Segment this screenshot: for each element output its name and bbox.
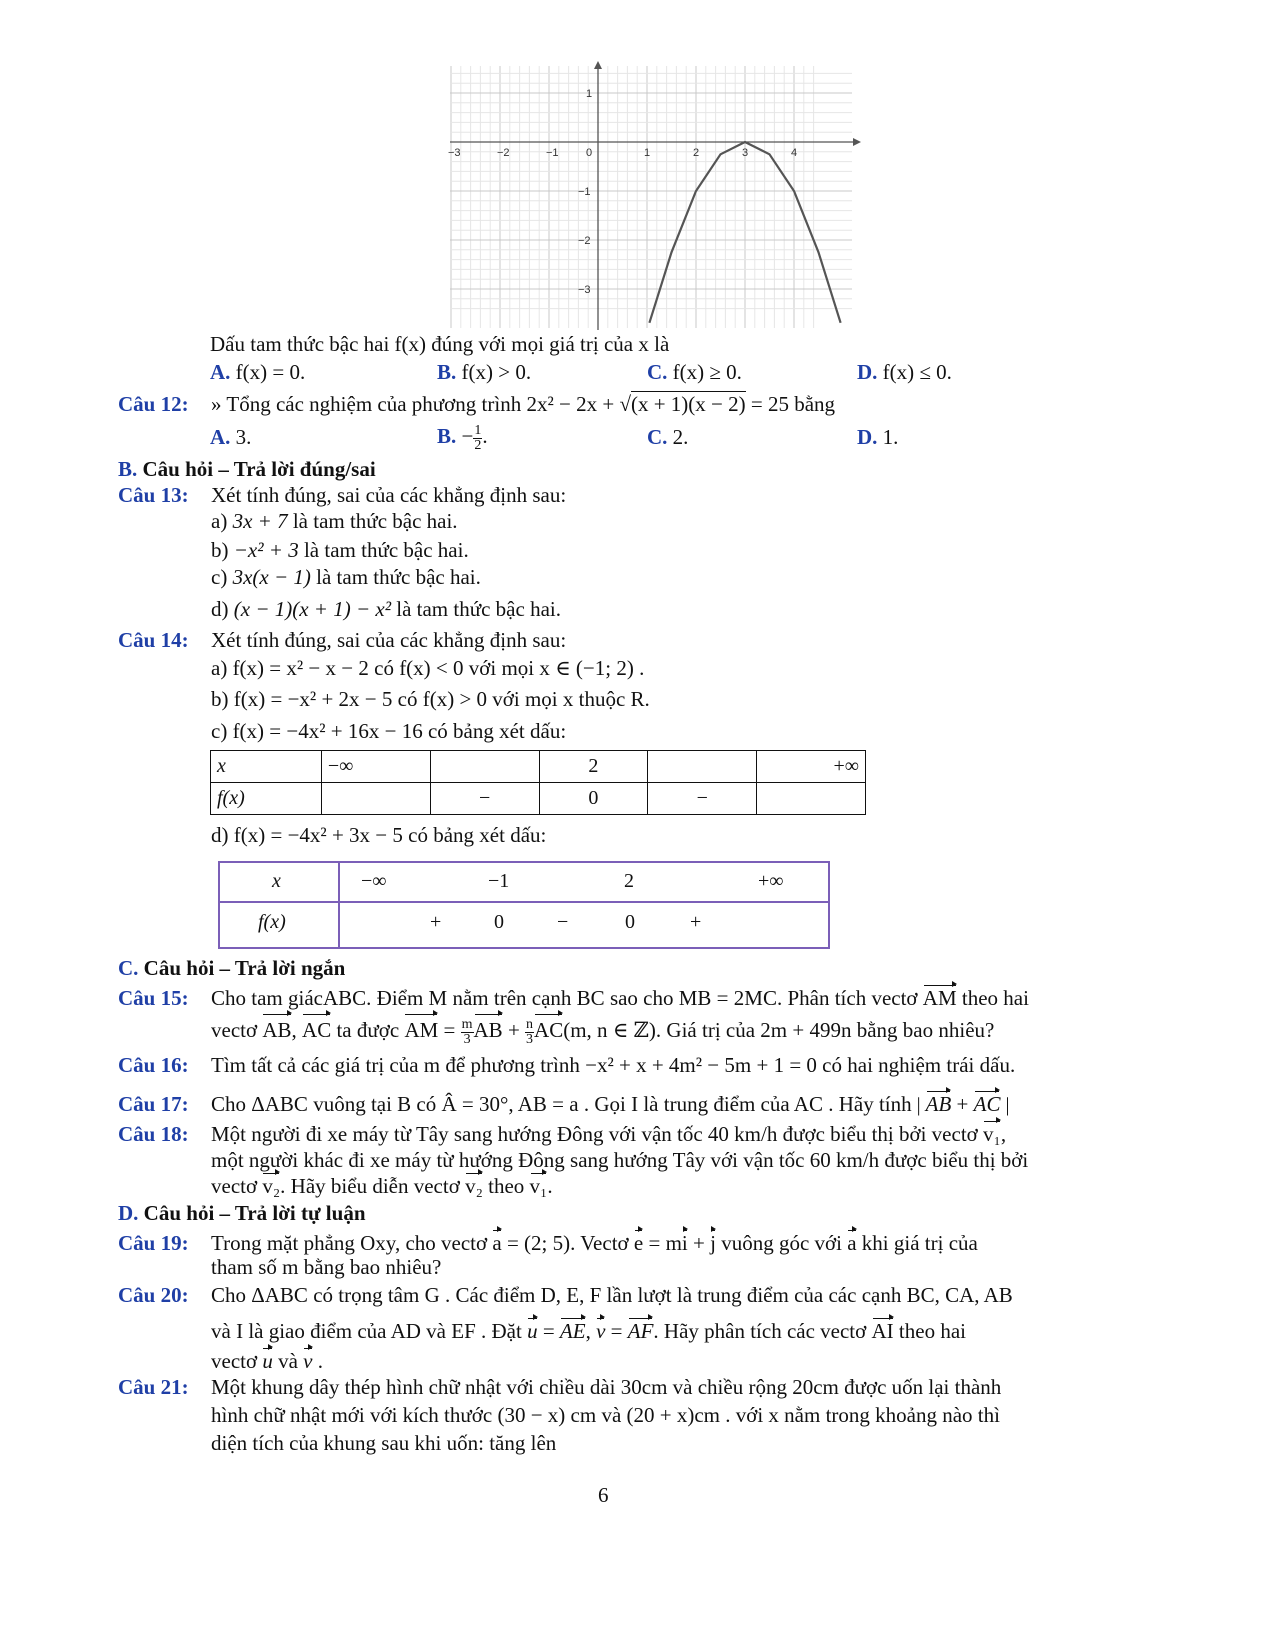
q13-label (118, 482, 189, 508)
table-cell (321, 783, 430, 815)
vector-u: u (527, 1319, 538, 1343)
q19-line2: tham số m bằng bao nhiêu? (211, 1255, 442, 1279)
sqrt-sign: √ (619, 392, 631, 416)
q12-option-b (437, 420, 488, 453)
q20-label (118, 1282, 189, 1308)
option-letter: B. (437, 424, 457, 448)
vector-ai: AI (871, 1319, 894, 1343)
vector-ab: AB (262, 1014, 291, 1046)
text-run: = m (643, 1231, 682, 1255)
fraction (461, 1018, 474, 1047)
y-tick-label: −3 (578, 284, 591, 296)
graph-axes (450, 61, 861, 330)
text-run: = (2; 5). Vectơ (501, 1231, 634, 1255)
item-prefix: c) (211, 565, 233, 589)
vector-ac: AC (534, 1014, 563, 1046)
table-cell: −1 (488, 870, 510, 892)
option-letter: D. (857, 425, 878, 449)
question-label: Câu 20: (118, 1283, 189, 1307)
vector-ac: AC (302, 1014, 331, 1046)
question-label: Câu 12: (118, 392, 189, 416)
item-text: là tam thức bậc hai. (298, 538, 469, 562)
fraction-numerator: n (526, 1016, 534, 1032)
table-row (211, 751, 866, 783)
option-text: − (461, 424, 474, 448)
vector-v2: v₂ (262, 1174, 281, 1198)
item-math: 3x(x − 1) (232, 565, 311, 589)
vector-am: AM (404, 1014, 438, 1046)
text-run: và (272, 1349, 304, 1373)
q12-stem-post: = 25 bằng (745, 392, 836, 416)
q18-line3: vectơ v₂. Hãy biểu diễn vectơ v₂ theo v₁. (211, 1174, 553, 1198)
item-math: −x² + 3 (233, 538, 299, 562)
vector-ab: AB (474, 1014, 503, 1046)
section-b-heading (118, 456, 376, 482)
section-title: Câu hỏi – Trả lời đúng/sai (137, 457, 376, 481)
q14-label (118, 627, 189, 653)
q14-item-d: d) f(x) = −4x² + 3x − 5 có bảng xét dấu: (211, 823, 547, 847)
item-math: (x − 1)(x + 1) − x² (233, 597, 391, 621)
table-cell: x (211, 751, 322, 783)
text-run: theo hai (956, 986, 1029, 1010)
text-run: vuông góc với (715, 1231, 848, 1255)
q19-line1 (211, 1230, 978, 1256)
option-letter: A. (210, 360, 231, 384)
item-text: là tam thức bậc hai. (310, 565, 481, 589)
table-cell: − (648, 783, 757, 815)
table-cell: +∞ (758, 870, 784, 892)
sign-table-d (218, 861, 830, 949)
table-cell: f(x) (211, 783, 322, 815)
y-tick-label: 1 (586, 88, 593, 100)
section-letter: B. (118, 457, 138, 481)
q15-line2: vectơ AB, AC ta được AM = $\frac{m}{3}$ AB + $\frac{n}{3}$ AC(m, n ∈ ℤ). Giá trị của 2m + 499n bằng bao nhiêu? (211, 1014, 994, 1047)
text-run: theo hai (893, 1319, 966, 1343)
vector-a: a (492, 1231, 502, 1255)
q11-option-b (437, 359, 531, 385)
section-title: Câu hỏi – Trả lời tự luận (138, 1201, 366, 1225)
abs-bar: | (1000, 1094, 1010, 1116)
table-cell: +∞ (757, 751, 866, 783)
vector-ae: AE (559, 1319, 586, 1343)
option-letter: A. (210, 425, 231, 449)
fraction (525, 1018, 534, 1047)
table-cell: f(x) (258, 911, 286, 933)
fraction (473, 424, 482, 453)
option-text: 2. (672, 425, 689, 449)
q18-line1: Một người đi xe máy từ Tây sang hướng Đông với vận tốc 40 km/h được biểu thị bởi vectơ v₁, (211, 1122, 1007, 1146)
table-cell (430, 751, 539, 783)
table-row (211, 783, 866, 815)
fraction-numerator: 1 (474, 422, 482, 438)
q17-text (211, 1091, 1010, 1118)
text-run: theo (482, 1174, 530, 1198)
table-cell: + (690, 911, 702, 933)
q12-option-c (647, 424, 688, 450)
y-tick-label: −1 (578, 186, 591, 198)
section-letter: C. (118, 956, 139, 980)
text-run: ta được (331, 1018, 405, 1042)
q11-option-a (210, 359, 305, 385)
vector-v1: v₁ (529, 1174, 548, 1198)
table-cell: −∞ (361, 870, 387, 892)
vector-v: v (303, 1349, 313, 1373)
vector-af: AF (627, 1319, 654, 1343)
q13-item-d (211, 596, 561, 622)
x-tick-label: −1 (546, 147, 559, 159)
text-run: và I là giao điểm của AD và EF . Đặt (211, 1319, 528, 1343)
text-run: Cho tam giácABC. Điểm M nằm trên cạnh BC sao cho MB = 2MC. Phân tích vectơ (211, 986, 923, 1010)
text-run: vectơ (211, 1349, 263, 1373)
q15-label (118, 985, 189, 1011)
x-axis-arrow (853, 138, 861, 146)
section-d-heading (118, 1200, 366, 1226)
text-run: . Hãy phân tích các vectơ (653, 1319, 872, 1343)
item-prefix: a) (211, 509, 233, 533)
y-tick-label: −2 (578, 235, 591, 247)
table-cell: 2 (624, 870, 634, 892)
option-text: f(x) ≥ 0. (672, 360, 742, 384)
question-label: Câu 21: (118, 1375, 189, 1399)
q13-item-b (211, 537, 469, 563)
question-label: Câu 14: (118, 628, 189, 652)
item-prefix: d) (211, 597, 234, 621)
table-cell: 0 (625, 911, 635, 933)
vector-v1: v₁ (983, 1122, 1001, 1146)
text-run: vectơ (211, 1018, 263, 1042)
q16-label (118, 1052, 189, 1078)
text-run: khi giá trị của (856, 1231, 978, 1255)
question-label: Câu 18: (118, 1122, 189, 1146)
vector-u: u (262, 1349, 273, 1373)
q12-stem (211, 391, 835, 417)
table-divider (338, 863, 340, 947)
text-run: + (951, 1092, 974, 1116)
option-tail: . (482, 424, 488, 448)
q20-line2: và I là giao điểm của AD và EF . Đặt u = AE, v = AF. Hãy phân tích các vectơ AI theo hai (211, 1319, 966, 1343)
q12-label (118, 391, 189, 417)
abs-bar: | (911, 1094, 926, 1116)
table-cell (648, 751, 757, 783)
graph-grid (450, 66, 852, 328)
fraction-numerator: m (461, 1016, 473, 1032)
x-tick-label: −3 (448, 147, 461, 159)
question-label: Câu 15: (118, 986, 189, 1010)
sign-table-c (210, 750, 866, 815)
q20-line3: vectơ u và v . (211, 1349, 323, 1373)
vector-ac: AC (973, 1092, 1001, 1116)
option-letter: D. (857, 360, 878, 384)
x-tick-label: 4 (791, 147, 798, 159)
x-tick-label: 2 (693, 147, 700, 159)
q12-stem-pre: » Tổng các nghiệm của phương trình 2x² − 2x + (211, 392, 620, 416)
q21-line2: hình chữ nhật mới với kích thước (30 − x) cm và (20 + x)cm . với x nằm trong khoảng nào thì (211, 1403, 1000, 1427)
question-label: Câu 19: (118, 1231, 189, 1255)
q16-text: Tìm tất cả các giá trị của m để phương trình −x² + x + 4m² − 5m + 1 = 0 có hai nghiệm trái dấu. (211, 1053, 1016, 1077)
vector-j: j (710, 1231, 716, 1255)
vector-ab: AB (925, 1092, 952, 1116)
option-text: f(x) = 0. (235, 360, 306, 384)
item-math: 3x + 7 (232, 509, 288, 533)
vector-v: v (596, 1319, 606, 1343)
table-cell: + (430, 911, 442, 933)
option-text: f(x) > 0. (461, 360, 532, 384)
vector-e: e (633, 1231, 644, 1255)
section-title: Câu hỏi – Trả lời ngắn (138, 956, 346, 980)
q21-line1: Một khung dây thép hình chữ nhật với chiều dài 30cm và chiều rộng 20cm được uốn lại thành (211, 1375, 1002, 1399)
table-divider (220, 901, 828, 903)
text-run: Cho ΔABC vuông tại B có Â = 30°, AB = a . Gọi I là trung điểm của AC . Hãy tính (211, 1092, 912, 1116)
parabola-graph (440, 58, 870, 338)
q14-stem: Xét tính đúng, sai của các khẳng định sau: (211, 628, 567, 652)
q13-item-a (211, 508, 458, 534)
q18-line2: một người khác đi xe máy từ hướng Đông sang hướng Tây với vận tốc 60 km/h được biểu thị bởi (211, 1148, 1029, 1172)
table-cell (757, 783, 866, 815)
table-cell: − (557, 911, 569, 933)
item-text: là tam thức bậc hai. (391, 597, 561, 621)
text-run: . Hãy biểu diễn vectơ (280, 1174, 466, 1198)
question-label: Câu 13: (118, 483, 189, 507)
option-text: 1. (882, 425, 899, 449)
q14-item-b: b) f(x) = −x² + 2x − 5 có f(x) > 0 với mọi x thuộc R. (211, 687, 650, 711)
q15-line1 (211, 985, 1029, 1011)
y-axis-arrow (594, 61, 602, 69)
x-tick-label: −2 (497, 147, 510, 159)
q19-label (118, 1230, 189, 1256)
q14-item-c: c) f(x) = −4x² + 16x − 16 có bảng xét dấu: (211, 719, 567, 743)
table-cell: 2 (539, 751, 648, 783)
section-letter: D. (118, 1201, 139, 1225)
x-tick-label: 0 (586, 147, 593, 159)
q11-stem: Dấu tam thức bậc hai f(x) đúng với mọi giá trị của x là (210, 332, 670, 356)
item-text: là tam thức bậc hai. (287, 509, 458, 533)
option-text: f(x) ≤ 0. (882, 360, 952, 384)
q12-option-d (857, 424, 898, 450)
table-cell: −∞ (321, 751, 430, 783)
fraction-denominator: 2 (474, 437, 482, 453)
vector-am: AM (922, 986, 957, 1010)
q11-option-c (647, 359, 742, 385)
q13-stem: Xét tính đúng, sai của các khẳng định sau: (211, 483, 567, 507)
q21-label (118, 1374, 189, 1400)
table-cell: − (430, 783, 539, 815)
text-run: + (687, 1231, 711, 1255)
option-letter: C. (647, 360, 668, 384)
q17-label (118, 1091, 189, 1117)
question-label: Câu 16: (118, 1053, 189, 1077)
option-letter: C. (647, 425, 668, 449)
text-run: Trong mặt phẳng Oxy, cho vectơ (211, 1231, 493, 1255)
vector-a: a (847, 1231, 857, 1255)
text-run: vectơ (211, 1174, 263, 1198)
q11-option-d (857, 359, 952, 385)
fraction-denominator: 3 (463, 1031, 471, 1047)
sqrt-content: (x + 1)(x − 2) (630, 392, 746, 416)
x-tick-label: 3 (742, 147, 749, 159)
q12-option-a (210, 424, 251, 450)
question-label: Câu 17: (118, 1092, 189, 1116)
option-letter: B. (437, 360, 457, 384)
q14-item-a: a) f(x) = x² − x − 2 có f(x) < 0 với mọi x ∈ (−1; 2) . (211, 656, 645, 680)
q18-label (118, 1121, 189, 1147)
q13-item-c (211, 564, 481, 590)
table-cell: x (272, 870, 281, 892)
section-c-heading (118, 955, 345, 981)
vector-v2: v₂ (465, 1174, 483, 1198)
text-run: Một người đi xe máy từ Tây sang hướng Đông với vận tốc 40 km/h được biểu thị bởi vectơ (211, 1122, 984, 1146)
vector-i: i (681, 1231, 688, 1255)
option-text: 3. (235, 425, 252, 449)
item-prefix: b) (211, 538, 234, 562)
q21-line3: diện tích của khung sau khi uốn: tăng lên (211, 1431, 557, 1455)
text-run: (m, n ∈ ℤ). Giá trị của 2m + 499n bằng bao nhiêu? (563, 1018, 995, 1042)
q20-line1: Cho ΔABC có trọng tâm G . Các điểm D, E, F lần lượt là trung điểm của các cạnh BC, CA, AB (211, 1283, 1013, 1307)
page-number: 6 (598, 1483, 609, 1507)
table-cell: 0 (539, 783, 648, 815)
table-cell: 0 (494, 911, 504, 933)
x-tick-label: 1 (644, 147, 651, 159)
fraction-denominator: 3 (526, 1031, 534, 1047)
